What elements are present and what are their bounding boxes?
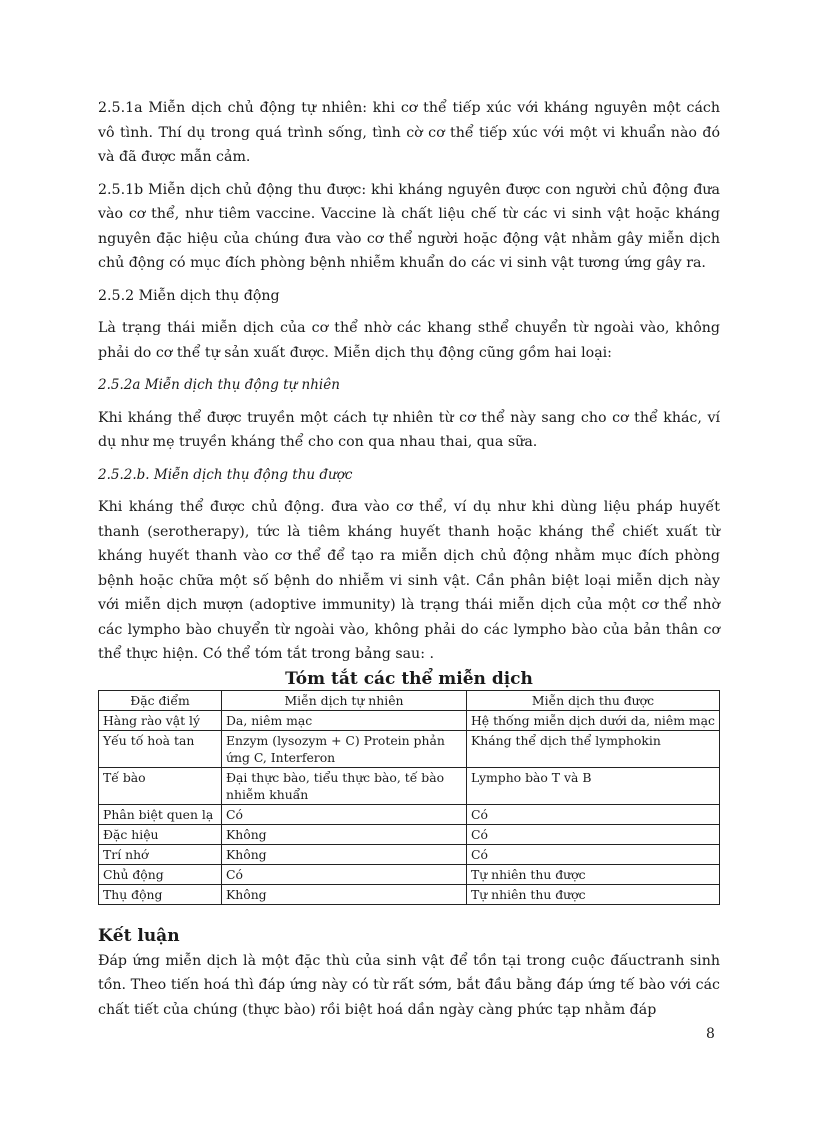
table-cell: Tế bào	[99, 767, 222, 804]
section-heading-2-5-2: 2.5.2 Miễn dịch thụ động	[98, 287, 280, 304]
section-heading-2-5-2a: 2.5.2a Miễn dịch thụ động tự nhiên	[98, 377, 340, 393]
table-cell: Tự nhiên thu được	[467, 864, 720, 884]
table-cell: Không	[222, 824, 467, 844]
conclusion-heading: Kết luận	[98, 925, 180, 946]
table-cell: Đại thực bào, tiểu thực bào, tế bào nhiễm khuẩn	[222, 767, 467, 804]
table-cell: Enzym (lysozym + C) Protein phản ứng C, Interferon	[222, 730, 467, 767]
table-cell: Lympho bào T và B	[467, 767, 720, 804]
conclusion-paragraph: Đáp ứng miễn dịch là một đặc thù của sinh vật để tồn tại trong cuộc đấuctranh sinh tồn. Theo tiến hoá thì đáp ứng này có từ rất sớm, bắt đầu bằng đáp ứng tế bào với các chất tiết của chúng (thực bào) rồi biệt hoá dần ngày càng phức tạp nhằm đáp	[98, 952, 720, 1018]
table-row	[99, 710, 720, 730]
paragraph-2-5-1a: 2.5.1a Miễn dịch chủ động tự nhiên: khi cơ thể tiếp xúc với kháng nguyên một cách vô tình. Thí dụ trong quá trình sống, tình cờ cơ thể tiếp xúc với một vi khuẩn nào đó và đã được mẫn cảm.	[98, 100, 720, 165]
table-cell: Không	[222, 844, 467, 864]
table-header-cell: Miễn dịch thu được	[467, 690, 720, 710]
page-number: 8	[706, 1026, 715, 1042]
document-page	[98, 96, 720, 1030]
table-cell: Có	[467, 824, 720, 844]
table-header-row	[99, 690, 720, 710]
table-cell: Có	[467, 804, 720, 824]
section-heading-2-5-2b: 2.5.2.b. Miễn dịch thụ động thu được	[98, 466, 353, 483]
table-title: Tóm tắt các thể miễn dịch	[285, 668, 533, 689]
table-cell: Phân biệt quen lạ	[99, 804, 222, 824]
table-row	[99, 804, 720, 824]
table-row	[99, 730, 720, 767]
table-cell: Tự nhiên thu được	[467, 884, 720, 904]
table-cell: Thụ động	[99, 884, 222, 904]
table-cell: Không	[222, 884, 467, 904]
table-header-cell: Đặc điểm	[99, 690, 222, 710]
paragraph-natural-passive: Khi kháng thể được truyền một cách tự nhiên từ cơ thể này sang cho cơ thể khác, ví dụ như mẹ truyền kháng thể cho con qua nhau thai, qua sữa.	[98, 409, 720, 450]
table-cell: Hệ thống miễn dịch dưới da, niêm mạc	[467, 710, 720, 730]
table-row	[99, 824, 720, 844]
table-cell: Yếu tố hoà tan	[99, 730, 222, 767]
paragraph-acquired-passive: Khi kháng thể được chủ động. đưa vào cơ thể, ví dụ như khi dùng liệu pháp huyết thanh (serotherapy), tức là tiêm kháng huyết thanh hoặc kháng thể chiết xuất từ kháng huyết thanh vào cơ thể để tạo ra miễn dịch chủ động nhằm mục đích phòng bệnh hoặc chữa một số bệnh do nhiễm vi sinh vật. Cần phân biệt loại miễn dịch này với miễn dịch mượn (adoptive immunity) là trạng thái miễn dịch của một cơ thể nhờ các lympho bào chuyển từ ngoài vào, không phải do các lympho bào của bản thân cơ thể thực hiện. Có thể tóm tắt trong bảng sau: .	[98, 499, 720, 662]
table-cell: Có	[467, 844, 720, 864]
table-row	[99, 767, 720, 804]
table-cell: Kháng thể dịch thể lymphokin	[467, 730, 720, 767]
table-row	[99, 844, 720, 864]
table-cell: Hàng rào vật lý	[99, 710, 222, 730]
table-cell: Có	[222, 864, 467, 884]
table-cell: Chủ động	[99, 864, 222, 884]
table-cell: Có	[222, 804, 467, 824]
table-header-cell: Miễn dịch tự nhiên	[222, 690, 467, 710]
table-row	[99, 884, 720, 904]
table-cell: Đặc hiệu	[99, 824, 222, 844]
table-cell: Da, niêm mạc	[222, 710, 467, 730]
table-row	[99, 864, 720, 884]
immunity-summary-table	[98, 690, 720, 905]
table-cell: Trí nhớ	[99, 844, 222, 864]
paragraph-passive-immunity: Là trạng thái miễn dịch của cơ thể nhờ các khang sthể chuyển từ ngoài vào, không phải do cơ thể tự sản xuất được. Miễn dịch thụ động cũng gồm hai loại:	[98, 320, 720, 361]
paragraph-2-5-1b: 2.5.1b Miễn dịch chủ động thu được: khi kháng nguyên được con người chủ động đưa vào cơ thể, như tiêm vaccine. Vaccine là chất liệu chế từ các vi sinh vật hoặc kháng nguyên đặc hiệu của chúng đưa vào cơ thể người hoặc động vật nhằm gây miễn dịch chủ động có mục đích phòng bệnh nhiễm khuẩn do các vi sinh vật tương ứng gây ra.	[98, 181, 720, 271]
